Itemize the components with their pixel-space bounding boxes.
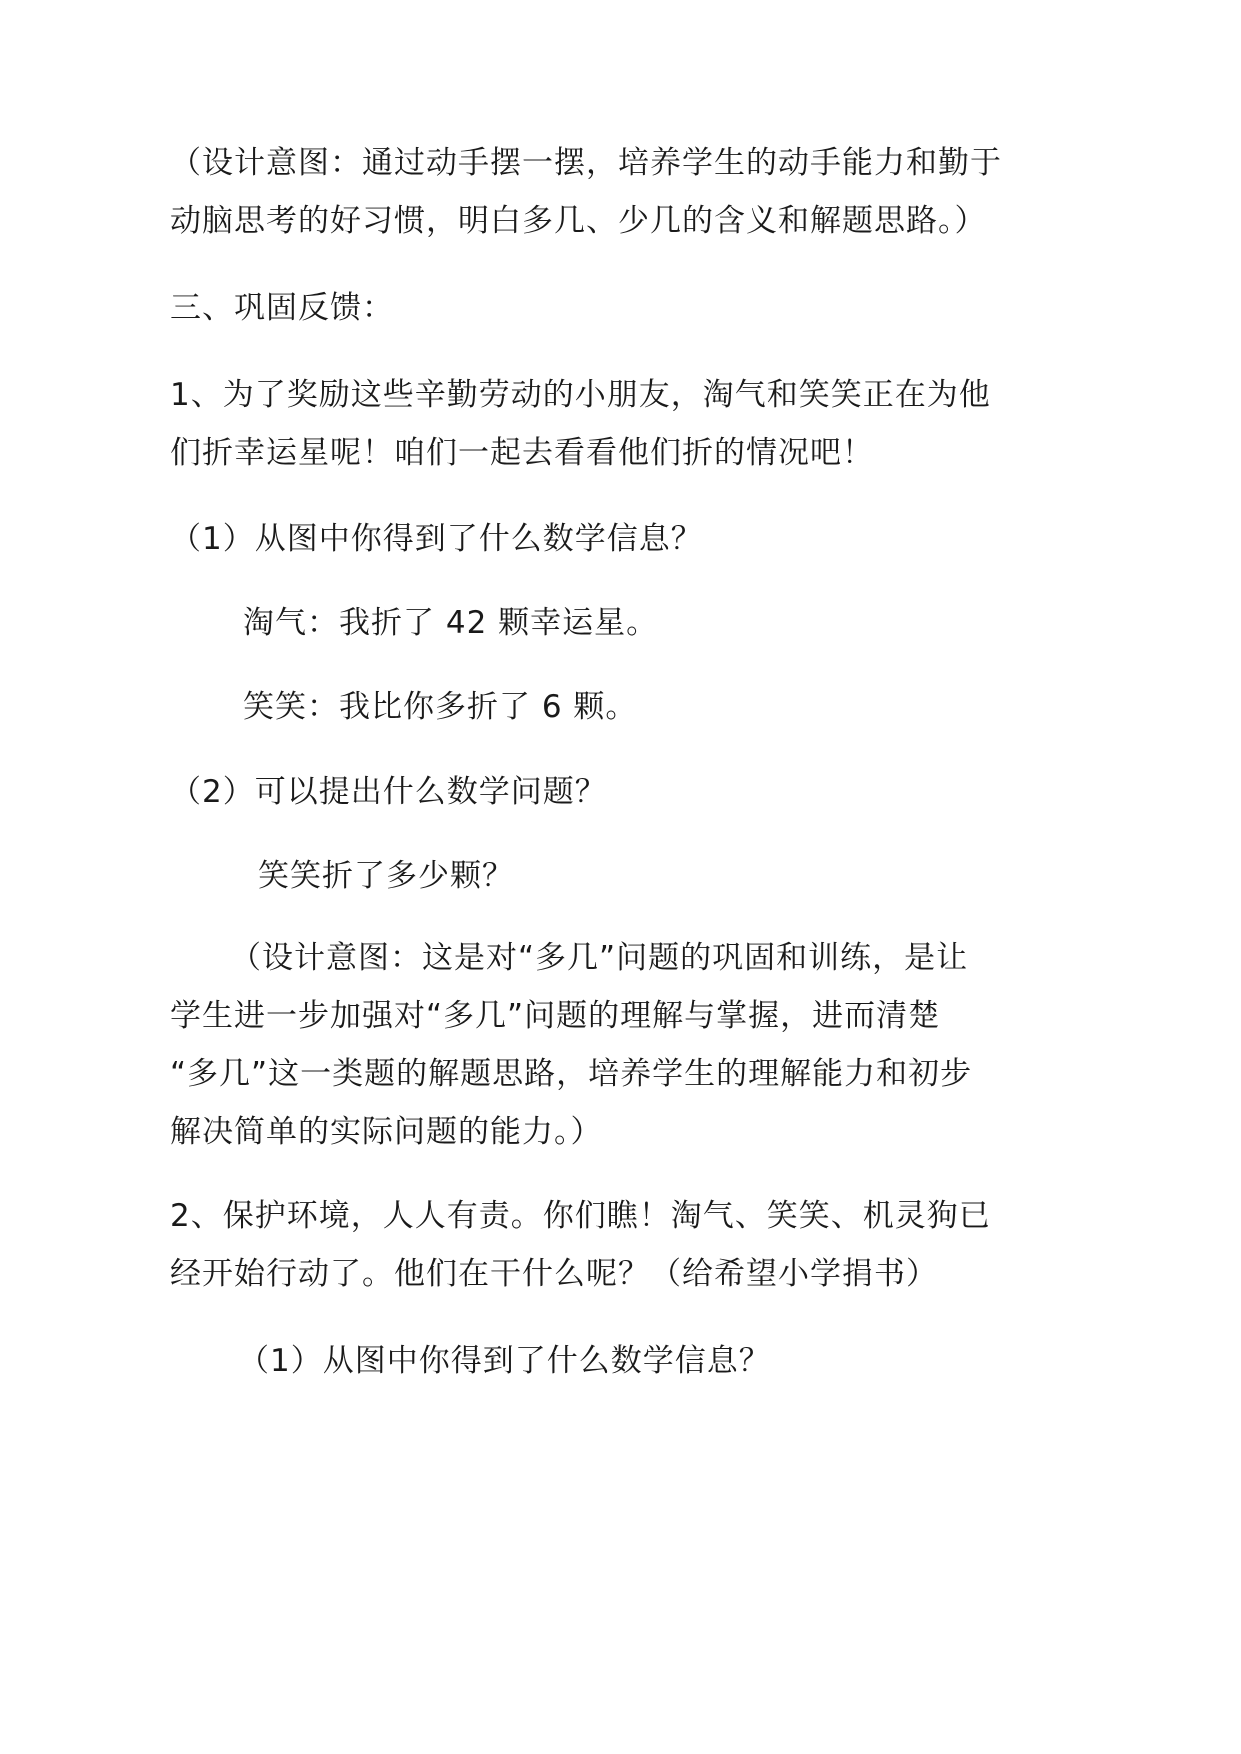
design-intent-2-line-1: （设计意图：这是对“多几”问题的巩固和训练，是让: [230, 940, 969, 976]
exercise-1-question-2: （2）可以提出什么数学问题？: [170, 774, 607, 810]
design-intent-1-line-2: 动脑思考的好习惯，明白多几、少几的含义和解题思路。）: [170, 203, 987, 239]
exercise-1-line-2: 们折幸运星呢！咱们一起去看看他们折的情况吧！: [170, 435, 874, 471]
exercise-1-line-1: 1、为了奖励这些辛勤劳动的小朋友，淘气和笑笑正在为他: [170, 377, 991, 413]
exercise-1-question-1: （1）从图中你得到了什么数学信息？: [170, 521, 703, 557]
section-heading: 三、巩固反馈：: [170, 290, 394, 326]
design-intent-2-line-2: 学生进一步加强对“多几”问题的理解与掌握，进而清楚: [170, 998, 941, 1034]
design-intent-2-line-4: 解决简单的实际问题的能力。）: [170, 1114, 603, 1150]
exercise-1-answer: 笑笑折了多少颗？: [258, 858, 514, 894]
exercise-2-line-1: 2、保护环境，人人有责。你们瞧！淘气、笑笑、机灵狗已: [170, 1198, 991, 1234]
design-intent-1-line-1: （设计意图：通过动手摆一摆，培养学生的动手能力和勤于: [170, 145, 1002, 181]
exercise-2-line-2: 经开始行动了。他们在干什么呢？（给希望小学捐书）: [170, 1256, 938, 1292]
design-intent-2-line-3: “多几”这一类题的解题思路，培养学生的理解能力和初步: [170, 1056, 973, 1092]
exercise-1-info-taoqi: 淘气：我折了 42 颗幸运星。: [243, 605, 659, 641]
exercise-1-info-xiaoxiao: 笑笑：我比你多折了 6 颗。: [243, 689, 638, 725]
exercise-2-question-1: （1）从图中你得到了什么数学信息？: [238, 1343, 771, 1379]
